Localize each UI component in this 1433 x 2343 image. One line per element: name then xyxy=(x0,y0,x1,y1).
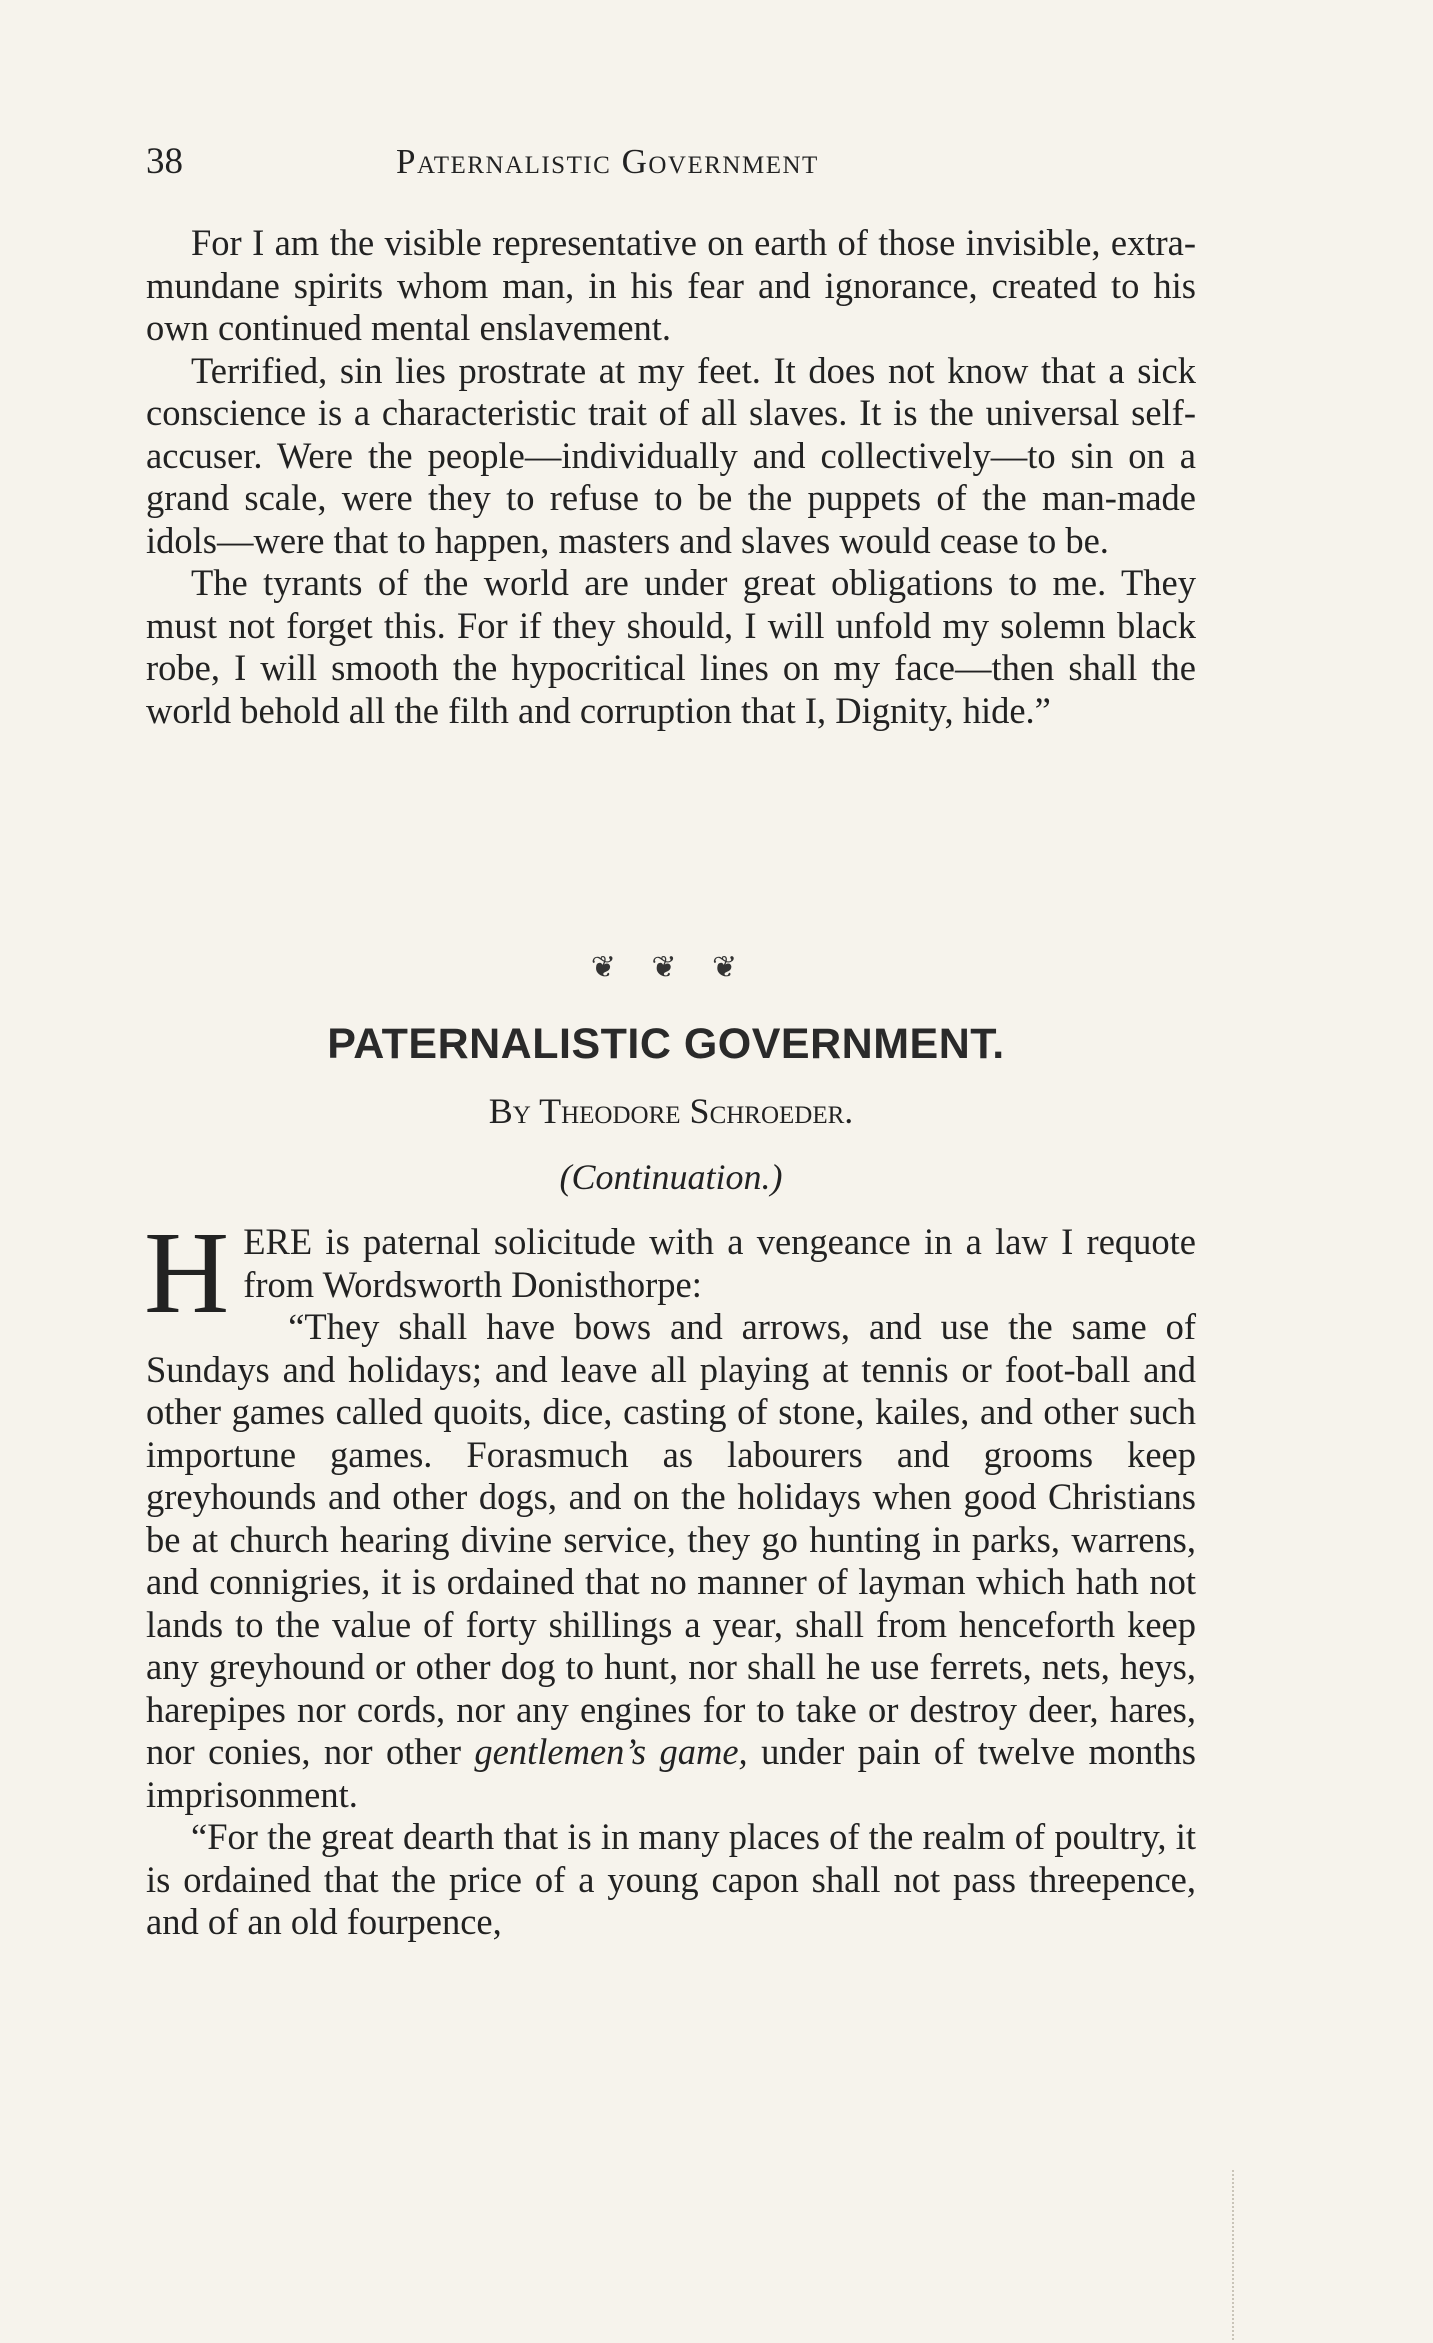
section-ornaments: ❦ ❦ ❦ xyxy=(590,951,752,984)
page-edge-marks xyxy=(1232,2170,1236,2340)
article-body xyxy=(144,1207,1196,1944)
continuation-note: (Continuation.) xyxy=(559,1157,783,1197)
running-title: Paternalistic Government xyxy=(396,142,819,181)
paragraph xyxy=(144,1207,1196,1816)
article-byline: By Theodore Schroeder. xyxy=(488,1091,854,1131)
page-number: 38 xyxy=(146,141,183,182)
paragraph-lead-text: ERE is paternal solicitude with a vengeance in a law I requote from Wordsworth Donisthorpe: xyxy=(243,1221,1196,1305)
paragraph: The tyrants of the world are under great obligations to me. They must not forget this. For if they should, I will unfold my solemn black robe, I will smooth the hypocritical lines on my face—then shall the world behold all the filth and corruption that I, Dignity, hide.” xyxy=(146,562,1196,731)
italic-phrase: gentlemen’s game, xyxy=(474,1731,748,1772)
paragraph: “For the great dearth that is in many places of the realm of poultry, it is ordained that the price of a young capon shall not pass threepence, and of an old fourpence, xyxy=(146,1816,1196,1942)
quote-text: “They shall have bows and arrows, and use the same of Sundays and holidays; and leave all playing at tennis or foot-ball and other games called quoits, dice, casting of stone, kailes, and other such importune games. Forasmuch as labourers and grooms keep greyhounds and other dogs, and on the holidays when good Christians be at church hearing divine service, they go hunting in parks, warrens, and connigries, it is ordained that no manner of layman which hath not lands to the value of forty shillings a year, shall from henceforth keep any greyhound or other dog to hunt, nor shall he use ferrets, nets, heys, harepipes nor cords, nor any engines for to take or destroy deer, hares, nor conies, nor other xyxy=(146,1306,1196,1772)
paragraph: For I am the visible representative on earth of those invisible, extra-mundane spirits whom man, in his fear and ignorance, created to his own continued mental enslavement. xyxy=(146,222,1196,348)
quote-text-end: under pain of twelve months imprisonment. xyxy=(146,1731,1196,1815)
running-head xyxy=(146,140,1196,184)
article-title: PATERNALISTIC GOVERNMENT. xyxy=(327,1020,1005,1068)
paragraph: Terrified, sin lies prostrate at my feet. It does not know that a sick conscience is a characteristic trait of all slaves. It is the universal self-accuser. Were the people—individually and collectively—to sin on a grand scale, were they to refuse to be the puppets of the man-made idols—were that to happen, masters and slaves would cease to be. xyxy=(146,349,1196,561)
drop-cap: H xyxy=(144,1207,230,1338)
preceding-article-text xyxy=(146,222,1196,732)
